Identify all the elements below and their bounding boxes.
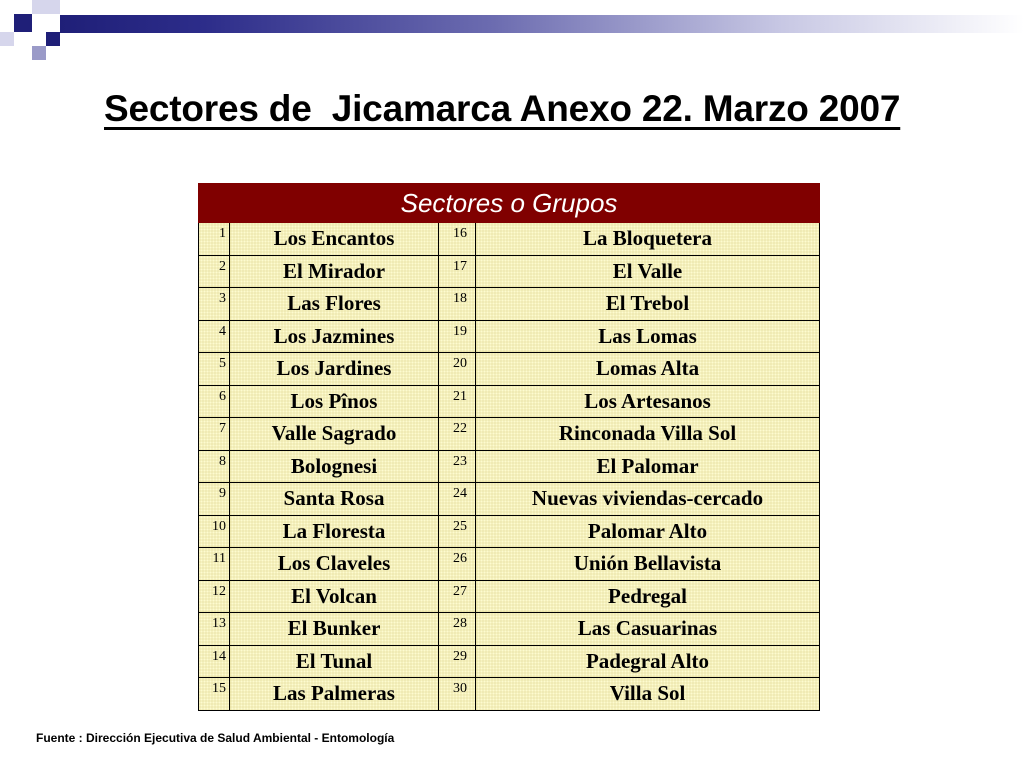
table-row xyxy=(199,288,820,321)
table-row xyxy=(199,548,820,581)
sector-name-left: Los Encantos xyxy=(230,223,439,256)
sector-name-left: Santa Rosa xyxy=(230,483,439,516)
table-row xyxy=(199,613,820,646)
corner-square-decoration xyxy=(46,32,60,46)
table-row xyxy=(199,450,820,483)
sector-name-right: Las Casuarinas xyxy=(476,613,820,646)
row-number-left: 13 xyxy=(199,613,230,646)
sector-name-right: Padegral Alto xyxy=(476,645,820,678)
row-number-right: 21 xyxy=(439,385,476,418)
corner-square-decoration xyxy=(32,46,46,60)
sector-name-right: Las Lomas xyxy=(476,320,820,353)
table-row xyxy=(199,385,820,418)
row-number-left: 1 xyxy=(199,223,230,256)
sector-name-left: Las Palmeras xyxy=(230,678,439,711)
sector-name-right: Palomar Alto xyxy=(476,515,820,548)
table-row xyxy=(199,320,820,353)
table-row xyxy=(199,223,820,256)
row-number-left: 4 xyxy=(199,320,230,353)
row-number-left: 14 xyxy=(199,645,230,678)
row-number-left: 9 xyxy=(199,483,230,516)
source-note: Fuente : Dirección Ejecutiva de Salud Ambiental - Entomología xyxy=(36,731,395,745)
sector-name-left: Los Jardines xyxy=(230,353,439,386)
row-number-right: 19 xyxy=(439,320,476,353)
row-number-left: 5 xyxy=(199,353,230,386)
row-number-right: 28 xyxy=(439,613,476,646)
table-row xyxy=(199,353,820,386)
table-row xyxy=(199,515,820,548)
slide-title: Sectores de Jicamarca Anexo 22. Marzo 2007 xyxy=(104,88,901,129)
table-row xyxy=(199,483,820,516)
sector-name-left: La Floresta xyxy=(230,515,439,548)
sector-name-left: El Volcan xyxy=(230,580,439,613)
table-row xyxy=(199,255,820,288)
row-number-right: 23 xyxy=(439,450,476,483)
table-body xyxy=(199,223,820,711)
table-row xyxy=(199,645,820,678)
sectors-table xyxy=(198,183,820,711)
sector-name-left: El Tunal xyxy=(230,645,439,678)
table-row xyxy=(199,678,820,711)
row-number-right: 22 xyxy=(439,418,476,451)
row-number-right: 17 xyxy=(439,255,476,288)
sector-name-right: Rinconada Villa Sol xyxy=(476,418,820,451)
sectors-table-container xyxy=(198,183,819,711)
sector-name-left: Los Claveles xyxy=(230,548,439,581)
sector-name-right: Pedregal xyxy=(476,580,820,613)
row-number-right: 24 xyxy=(439,483,476,516)
sector-name-right: El Valle xyxy=(476,255,820,288)
row-number-left: 3 xyxy=(199,288,230,321)
sector-name-left: El Mirador xyxy=(230,255,439,288)
corner-square-decoration xyxy=(32,0,60,14)
row-number-left: 12 xyxy=(199,580,230,613)
table-header-row xyxy=(199,184,820,223)
sector-name-right: El Palomar xyxy=(476,450,820,483)
corner-square-decoration xyxy=(14,14,32,32)
sector-name-left: El Bunker xyxy=(230,613,439,646)
sector-name-left: Los Pînos xyxy=(230,385,439,418)
row-number-right: 29 xyxy=(439,645,476,678)
sector-name-left: Las Flores xyxy=(230,288,439,321)
table-row xyxy=(199,418,820,451)
sector-name-right: Unión Bellavista xyxy=(476,548,820,581)
sector-name-right: Los Artesanos xyxy=(476,385,820,418)
row-number-right: 20 xyxy=(439,353,476,386)
sector-name-right: El Trebol xyxy=(476,288,820,321)
row-number-left: 6 xyxy=(199,385,230,418)
row-number-right: 26 xyxy=(439,548,476,581)
row-number-left: 7 xyxy=(199,418,230,451)
row-number-right: 30 xyxy=(439,678,476,711)
table-row xyxy=(199,580,820,613)
sector-name-left: Bolognesi xyxy=(230,450,439,483)
table-header: Sectores o Grupos xyxy=(199,184,820,223)
row-number-left: 10 xyxy=(199,515,230,548)
row-number-right: 27 xyxy=(439,580,476,613)
sector-name-right: La Bloquetera xyxy=(476,223,820,256)
row-number-left: 8 xyxy=(199,450,230,483)
sector-name-left: Valle Sagrado xyxy=(230,418,439,451)
row-number-right: 25 xyxy=(439,515,476,548)
header-gradient-band xyxy=(60,15,1024,33)
corner-square-decoration xyxy=(0,32,14,46)
sector-name-left: Los Jazmines xyxy=(230,320,439,353)
sector-name-right: Lomas Alta xyxy=(476,353,820,386)
row-number-right: 18 xyxy=(439,288,476,321)
row-number-right: 16 xyxy=(439,223,476,256)
sector-name-right: Nuevas viviendas-cercado xyxy=(476,483,820,516)
row-number-left: 15 xyxy=(199,678,230,711)
row-number-left: 2 xyxy=(199,255,230,288)
sector-name-right: Villa Sol xyxy=(476,678,820,711)
row-number-left: 11 xyxy=(199,548,230,581)
